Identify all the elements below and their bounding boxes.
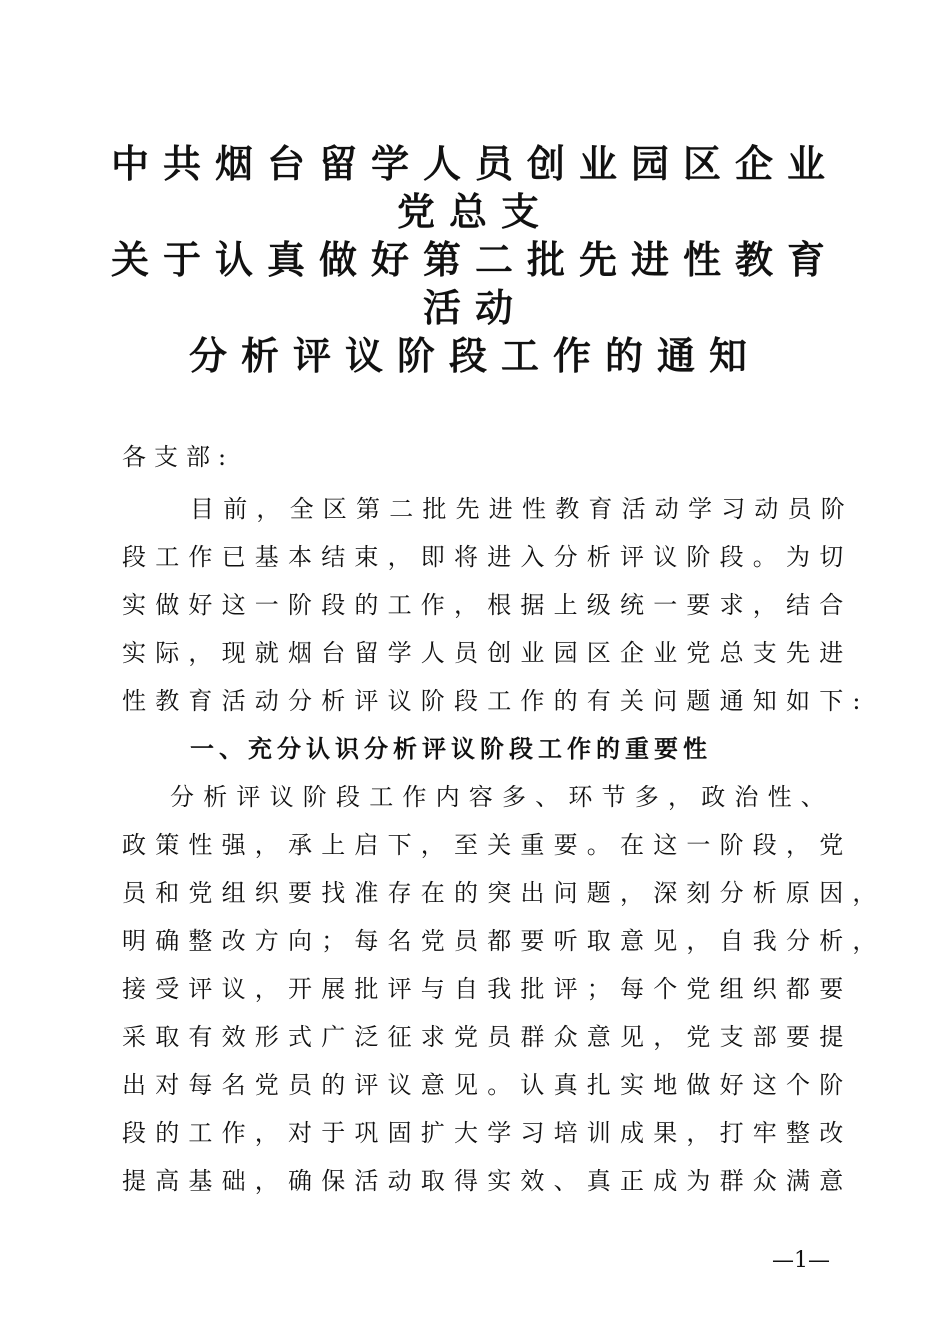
title-line: 分析评议阶段工作的通知: [188, 334, 761, 378]
document-title: [0, 140, 950, 380]
paragraph-line: 分析评议阶段工作内容多、环节多，政治性、: [170, 783, 834, 811]
document-body: [122, 485, 886, 1205]
title-line: 活动: [422, 286, 527, 330]
title-line: 党总支: [396, 190, 553, 234]
page-number: —1—: [772, 1248, 830, 1273]
section-heading: 一、充分认识分析评议阶段工作的重要性: [190, 735, 712, 763]
paragraph-line: 段工作已基本结束，即将进入分析评议阶段。为切: [122, 543, 853, 571]
title-line: 中共烟台留学人员创业园区企业: [110, 142, 839, 186]
paragraph-line: 段的工作，对于巩固扩大学习培训成果，打牢整改: [122, 1119, 853, 1147]
paragraph-line: 出对每名党员的评议意见。认真扎实地做好这个阶: [122, 1071, 853, 1099]
paragraph-line: 采取有效形式广泛征求党员群众意见，党支部要提: [122, 1023, 853, 1051]
paragraph-line: 性教育活动分析评议阶段工作的有关问题通知如下:: [122, 687, 870, 715]
paragraph-line: 政策性强，承上启下，至关重要。在这一阶段，党: [122, 831, 853, 859]
paragraph-line: 明确整改方向；每名党员都要听取意见，自我分析，: [122, 927, 886, 955]
paragraph-line: 接受评议，开展批评与自我批评；每个党组织都要: [122, 975, 853, 1003]
salutation: 各支部:: [122, 443, 235, 471]
title-line: 关于认真做好第二批先进性教育: [110, 238, 839, 282]
paragraph-line: 目前，全区第二批先进性教育活动学习动员阶: [190, 495, 854, 523]
paragraph-line: 提高基础，确保活动取得实效、真正成为群众满意: [122, 1167, 853, 1195]
paragraph-line: 实做好这一阶段的工作，根据上级统一要求，结合: [122, 591, 853, 619]
paragraph-line: 实际，现就烟台留学人员创业园区企业党总支先进: [122, 639, 853, 667]
paragraph-line: 员和党组织要找准存在的突出问题，深刻分析原因，: [122, 879, 886, 907]
